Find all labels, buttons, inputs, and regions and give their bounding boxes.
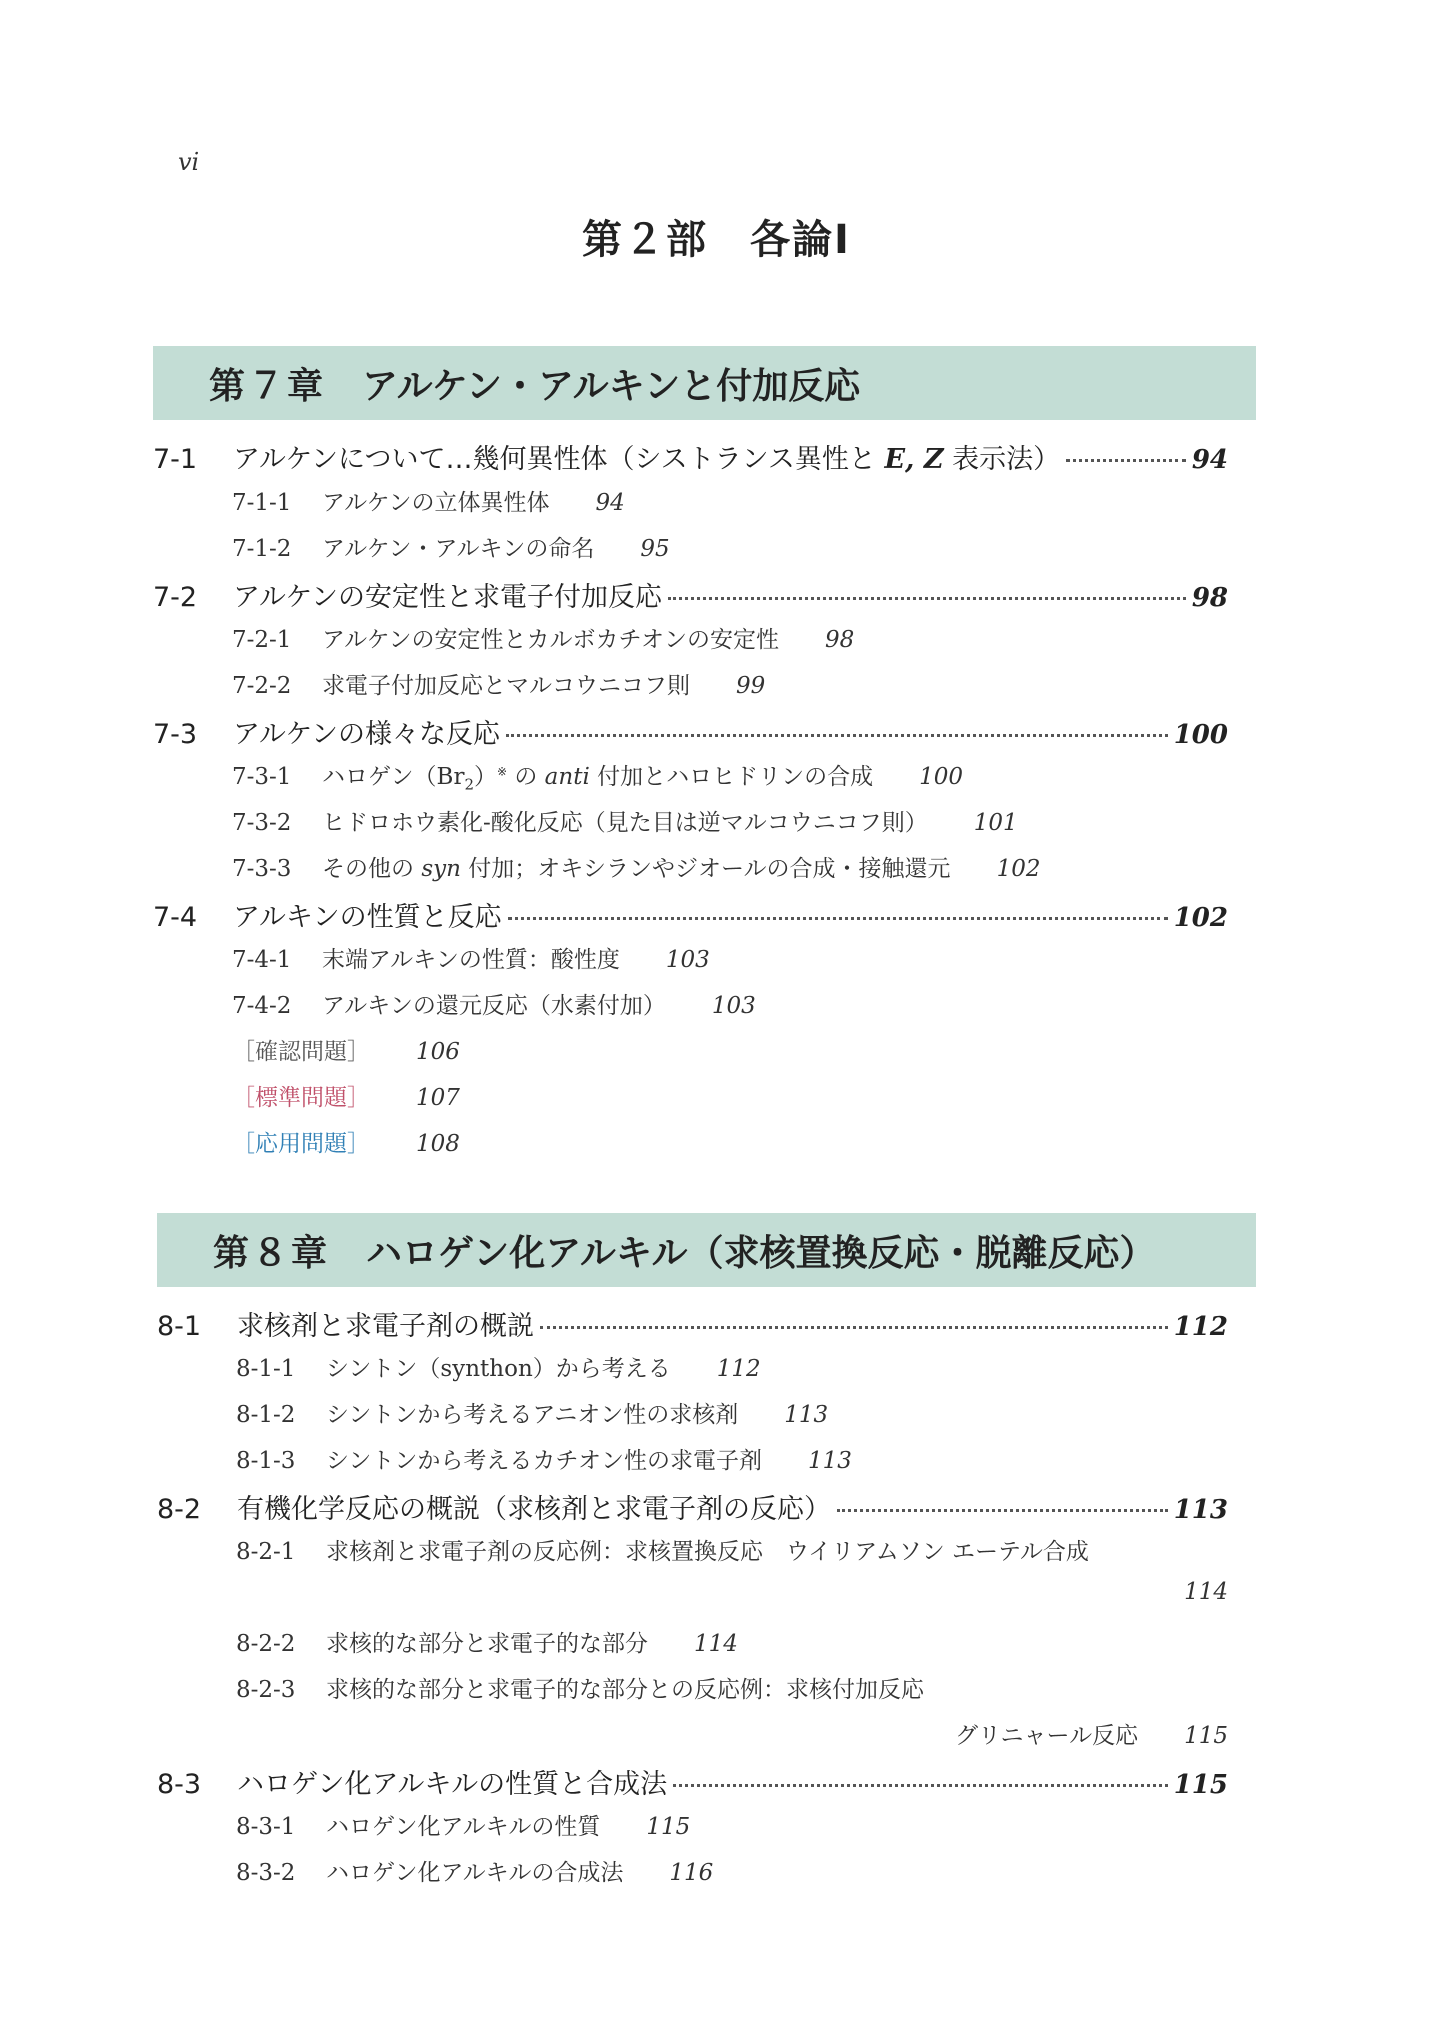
- chapter-title: アルケン・アルキンと付加反応: [362, 365, 861, 407]
- page-folio: vi: [178, 148, 200, 176]
- toc-section-8-2[interactable]: [157, 1487, 1228, 1526]
- toc-subsection-8-3-1[interactable]: 8-3-1 ハロゲン化アルキルの性質 115: [236, 1814, 691, 1840]
- toc-subsection-7-4-2[interactable]: 7-4-2 アルキンの還元反応（水素付加） 103: [232, 993, 756, 1019]
- part-title: 第２部 各論Ⅰ: [582, 217, 851, 263]
- dot-leader: [540, 1326, 1168, 1329]
- toc-section-7-1[interactable]: [153, 437, 1228, 476]
- section-title: 求核剤と求電子剤の概説: [237, 1311, 534, 1342]
- page-number: 113: [1173, 1495, 1228, 1525]
- toc-section-7-4[interactable]: [153, 895, 1228, 934]
- toc-subsection-8-2-3[interactable]: 8-2-3 求核的な部分と求電子的な部分との反応例：求核付加反応: [236, 1677, 924, 1703]
- chapter-title: ハロゲン化アルキル（求核置換反応・脱離反応）: [366, 1232, 1156, 1274]
- toc-check-problems[interactable]: ［確認問題］ 106: [232, 1039, 460, 1065]
- toc-subsection-8-3-2[interactable]: 8-3-2 ハロゲン化アルキルの合成法 116: [236, 1860, 714, 1886]
- toc-subsection-8-1-2[interactable]: 8-1-2 シントンから考えるアニオン性の求核剤 113: [236, 1402, 829, 1428]
- toc-subsection-7-4-1[interactable]: 7-4-1 末端アルキンの性質：酸性度 103: [232, 947, 710, 973]
- section-number: 8-2: [157, 1494, 202, 1525]
- toc-subsection-8-2-1[interactable]: 8-2-1 求核剤と求電子剤の反応例：求核置換反応 ウイリアムソン エーテル合成: [236, 1539, 1089, 1565]
- chapter-7-heading: [153, 346, 1256, 420]
- dot-leader: [1066, 459, 1186, 462]
- toc-section-8-3[interactable]: [157, 1762, 1228, 1801]
- toc-section-7-2[interactable]: [153, 575, 1228, 614]
- section-title: アルキンの性質と反応: [233, 902, 502, 933]
- dot-leader: [837, 1509, 1168, 1512]
- toc-subsection-7-2-2[interactable]: 7-2-2 求電子付加反応とマルコウニコフ則 99: [232, 673, 766, 699]
- toc-section-7-3[interactable]: [153, 712, 1228, 751]
- chapter-number: 第７章: [209, 365, 327, 407]
- page-number: 98: [1191, 583, 1228, 613]
- section-title: アルケンについて…幾何異性体（シストランス異性と E, Z 表示法）: [233, 444, 1061, 475]
- toc-applied-problems[interactable]: ［応用問題］ 108: [232, 1131, 460, 1157]
- section-number: 7-3: [153, 719, 198, 750]
- section-number: 8-1: [157, 1311, 202, 1342]
- toc-subsection-8-2-3-continued[interactable]: グリニャール反応 115: [955, 1723, 1228, 1749]
- toc-subsection-8-1-3[interactable]: 8-1-3 シントンから考えるカチオン性の求電子剤 113: [236, 1448, 852, 1474]
- toc-subsection-7-1-1[interactable]: 7-1-1 アルケンの立体異性体 94: [232, 490, 625, 516]
- toc-subsection-7-2-1[interactable]: 7-2-1 アルケンの安定性とカルボカチオンの安定性 98: [232, 627, 855, 653]
- toc-subsection-8-2-1-page[interactable]: 114: [1184, 1579, 1228, 1605]
- chapter-8-heading: [157, 1213, 1256, 1287]
- toc-standard-problems[interactable]: ［標準問題］ 107: [232, 1085, 460, 1111]
- toc-subsection-7-1-2[interactable]: 7-1-2 アルケン・アルキンの命名 95: [232, 536, 670, 562]
- section-number: 7-2: [153, 582, 198, 613]
- toc-subsection-7-3-2[interactable]: 7-3-2 ヒドロホウ素化-酸化反応（見た目は逆マルコウニコフ則） 101: [232, 810, 1018, 836]
- toc-section-8-1[interactable]: [157, 1304, 1228, 1343]
- section-title: アルケンの様々な反応: [233, 719, 501, 750]
- toc-subsection-7-3-3[interactable]: 7-3-3 その他の syn 付加；オキシランやジオールの合成・接触還元 102: [232, 856, 1041, 882]
- section-number: 8-3: [157, 1769, 202, 1800]
- section-title: ハロゲン化アルキルの性質と合成法: [237, 1769, 668, 1800]
- dot-leader: [508, 917, 1168, 920]
- section-number: 7-1: [153, 444, 198, 475]
- chapter-number: 第８章: [213, 1232, 331, 1274]
- page-number: 102: [1173, 903, 1228, 933]
- section-number: 7-4: [153, 902, 198, 933]
- dot-leader: [673, 1784, 1168, 1787]
- dot-leader: [506, 734, 1168, 737]
- page-number: 94: [1191, 445, 1228, 475]
- toc-subsection-8-2-2[interactable]: 8-2-2 求核的な部分と求電子的な部分 114: [236, 1631, 738, 1657]
- toc-subsection-8-1-1[interactable]: 8-1-1 シントン（synthon）から考える 112: [236, 1356, 761, 1382]
- page-number: 112: [1173, 1312, 1228, 1342]
- toc-subsection-7-3-1[interactable]: 7-3-1 ハロゲン$(Br_2)^※$ の anti 付加とハロヒドリンの合成 100: [232, 764, 964, 794]
- dot-leader: [668, 597, 1186, 600]
- page-number: 100: [1173, 720, 1228, 750]
- page-number: 115: [1173, 1770, 1228, 1800]
- section-title: アルケンの安定性と求電子付加反応: [233, 582, 663, 613]
- section-title: 有機化学反応の概説（求核剤と求電子剤の反応）: [237, 1494, 831, 1525]
